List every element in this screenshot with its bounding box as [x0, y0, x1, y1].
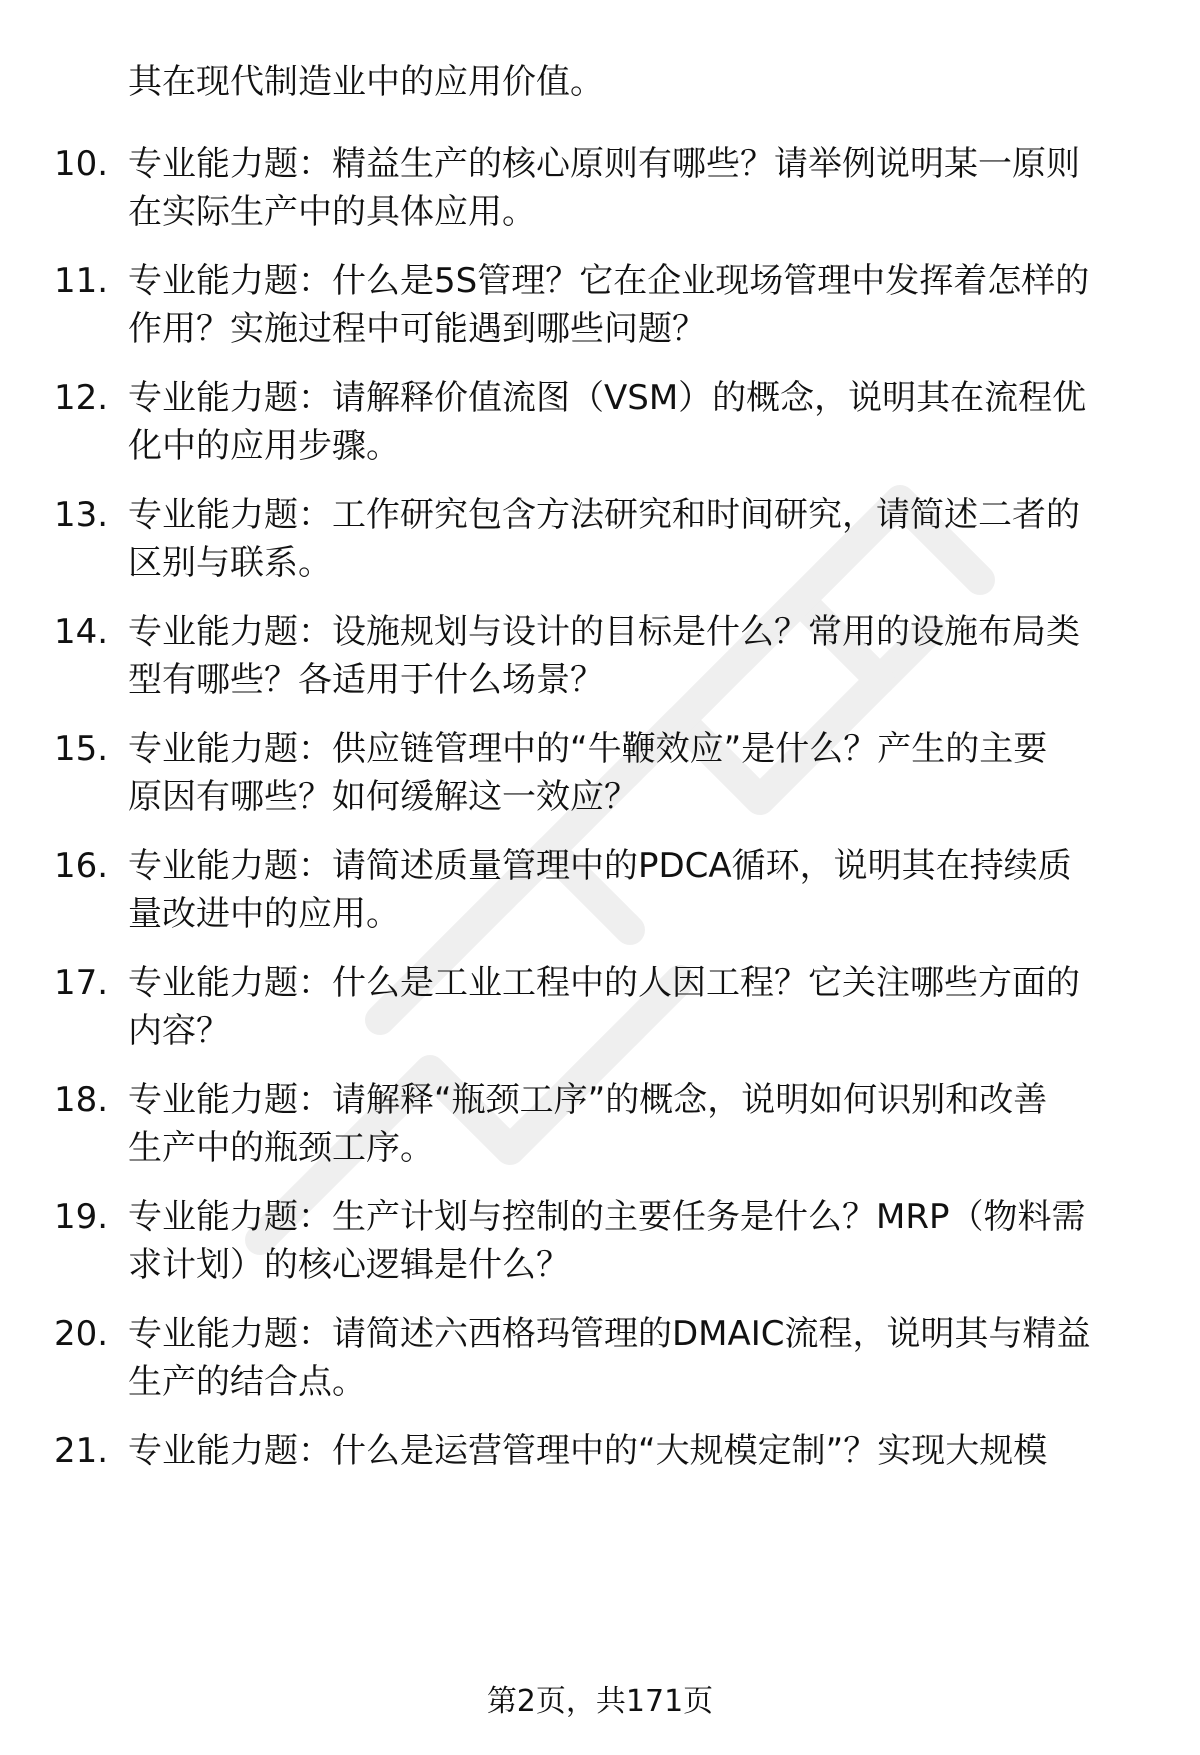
item-line-2: 生产中的瓶颈工序。 [128, 1128, 434, 1168]
item-line-2: 区别与联系。 [128, 543, 332, 583]
item-line-1: 专业能力题：工作研究包含方法研究和时间研究，请简述二者的 [128, 495, 1080, 535]
item-number: 17. [54, 963, 109, 1003]
item-number: 14. [54, 612, 109, 652]
item-number: 13. [54, 495, 109, 535]
list-item [0, 842, 1200, 952]
item-line-1: 专业能力题：什么是5S管理？它在企业现场管理中发挥着怎样的 [128, 261, 1090, 301]
item-number: 19. [54, 1197, 109, 1237]
item-number: 15. [54, 729, 109, 769]
item-line-1: 专业能力题：精益生产的核心原则有哪些？请举例说明某一原则 [128, 144, 1080, 184]
list-item [0, 1193, 1200, 1303]
list-item [0, 725, 1200, 835]
item-number: 11. [54, 261, 109, 301]
intro-line: 其在现代制造业中的应用价值。 [128, 62, 604, 102]
item-line-1: 专业能力题：请简述质量管理中的PDCA循环，说明其在持续质 [128, 846, 1072, 886]
list-item [0, 257, 1200, 367]
item-number: 16. [54, 846, 109, 886]
item-line-1: 专业能力题：请解释价值流图（VSM）的概念，说明其在流程优 [128, 378, 1087, 418]
list-item [0, 1076, 1200, 1186]
item-line-2: 型有哪些？各适用于什么场景？ [128, 660, 604, 700]
item-line-2: 原因有哪些？如何缓解这一效应？ [128, 777, 638, 817]
item-number: 20. [54, 1314, 109, 1354]
list-item [0, 1427, 1200, 1537]
item-line-1: 专业能力题：生产计划与控制的主要任务是什么？MRP（物料需 [128, 1197, 1086, 1237]
item-line-2: 生产的结合点。 [128, 1362, 366, 1402]
item-number: 10. [54, 144, 109, 184]
list-item [0, 959, 1200, 1069]
item-line-2: 化中的应用步骤。 [128, 426, 400, 466]
page-footer: 第2页，共171页 [486, 1684, 714, 1719]
list-item [0, 1310, 1200, 1420]
item-number: 18. [54, 1080, 109, 1120]
list-item [0, 491, 1200, 601]
item-line-1: 专业能力题：设施规划与设计的目标是什么？常用的设施布局类 [128, 612, 1080, 652]
list-item [0, 374, 1200, 484]
item-line-1: 专业能力题：供应链管理中的“牛鞭效应”是什么？产生的主要 [128, 729, 1048, 769]
item-line-1: 专业能力题：什么是工业工程中的人因工程？它关注哪些方面的 [128, 963, 1080, 1003]
item-line-2: 在实际生产中的具体应用。 [128, 192, 536, 232]
item-line-2: 作用？实施过程中可能遇到哪些问题？ [128, 309, 706, 349]
list-item [0, 608, 1200, 718]
item-number: 21. [54, 1431, 109, 1471]
list-item [0, 140, 1200, 250]
item-line-2: 量改进中的应用。 [128, 894, 400, 934]
item-line-1: 专业能力题：什么是运营管理中的“大规模定制”？实现大规模 [128, 1431, 1048, 1471]
item-line-2: 求计划）的核心逻辑是什么？ [128, 1245, 570, 1285]
item-line-2: 内容？ [128, 1011, 230, 1051]
item-line-1: 专业能力题：请解释“瓶颈工序”的概念，说明如何识别和改善 [128, 1080, 1048, 1120]
item-line-1: 专业能力题：请简述六西格玛管理的DMAIC流程，说明其与精益 [128, 1314, 1091, 1354]
item-number: 12. [54, 378, 109, 418]
